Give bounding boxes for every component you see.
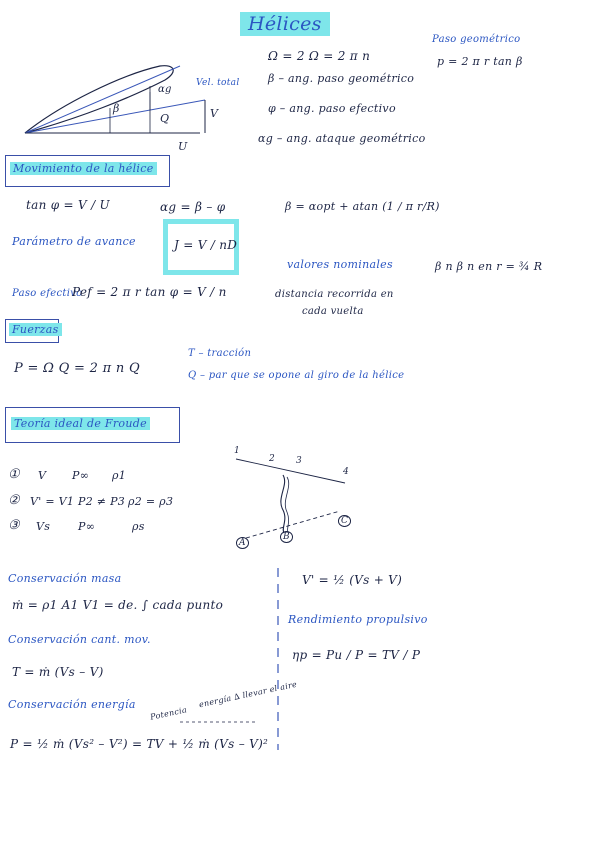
beta-label: β <box>113 102 120 115</box>
conservacion-masa-equation: ṁ = ρ1 A1 V1 = de. ∫ cada punto <box>12 598 224 612</box>
omega-definition: Ω = 2 Ω = 2 π n <box>268 49 371 63</box>
paso-geometrico-formula: p = 2 π r tan β <box>437 55 523 68</box>
froude-point-a: A <box>236 537 249 549</box>
par-note: Q – par que se opone al giro de la hélice <box>188 370 405 381</box>
state-3-p: P∞ <box>78 520 96 533</box>
section-movimiento: Movimiento de la hélice <box>10 162 157 175</box>
u-label: U <box>178 140 188 153</box>
froude-point-b: B <box>280 531 293 543</box>
state-1-rho: ρ1 <box>112 469 127 482</box>
beta-equation: β = αopt + atan (1 / π r/R) <box>285 200 440 213</box>
conservacion-energia-equation: P = ½ ṁ (Vs² – V²) = TV + ½ ṁ (Vs – V)² <box>10 737 269 751</box>
conservacion-energia-label: Conservación energía <box>8 698 136 711</box>
j-formula: J = V / nD <box>174 238 238 252</box>
valores-nominales-label: valores nominales <box>287 258 393 271</box>
traccion-note: T – tracción <box>188 348 252 359</box>
alpha-equation: αg = β – φ <box>160 200 226 214</box>
v-prime-equation: V' = ½ (Vs + V) <box>302 573 403 587</box>
froude-point-c: C <box>338 515 351 527</box>
state-3-v: Vs <box>36 520 51 533</box>
nominal-values: β n β n en r = ¾ R <box>435 260 543 273</box>
alpha-definition: αg – ang. ataque geométrico <box>258 132 426 145</box>
v-label: V <box>210 107 219 120</box>
state-1-p: P∞ <box>72 469 90 482</box>
conservacion-cant-equation: T = ṁ (Vs – V) <box>12 665 104 679</box>
energia-annotation-aire: energía ∆ llevar el aire <box>198 679 298 710</box>
state-1-number: ① <box>8 467 20 482</box>
state-2-number: ② <box>8 493 20 508</box>
q-label: Q <box>160 112 170 125</box>
rendimiento-equation: ηp = Pu / P = TV / P <box>292 648 421 662</box>
froude-node-4: 4 <box>343 467 350 477</box>
section-teoria: Teoría ideal de Froude <box>11 417 150 430</box>
state-3-rho: ρs <box>132 520 145 533</box>
paso-efectivo-formula: Pef = 2 π r tan φ = V / n <box>72 285 227 299</box>
distancia-note-2: cada vuelta <box>302 306 364 317</box>
state-1-v: V <box>38 469 47 482</box>
alpha-label: αg <box>158 84 172 95</box>
state-2-v: V' = V1 <box>30 495 75 508</box>
tan-phi-formula: tan φ = V / U <box>26 198 110 212</box>
conservacion-masa-label: Conservación masa <box>8 572 122 585</box>
state-3-number: ③ <box>8 518 20 533</box>
section-fuerzas: Fuerzas <box>9 323 62 336</box>
vel-total-label: Vel. total <box>196 78 240 88</box>
conservacion-cant-label: Conservación cant. mov. <box>8 633 151 646</box>
parametro-avance-label: Parámetro de avance <box>12 235 136 248</box>
froude-node-3: 3 <box>296 456 303 466</box>
paso-efectivo-label: Paso efectivo <box>12 288 83 299</box>
beta-definition: β – ang. paso geométrico <box>268 72 415 85</box>
froude-node-1: 1 <box>234 446 241 456</box>
energia-annotation-potencia: Potencia <box>149 705 188 722</box>
state-2-p: P2 ≠ P3 <box>78 495 126 508</box>
paso-geometrico-label: Paso geométrico <box>432 34 521 45</box>
rendimiento-label: Rendimiento propulsivo <box>288 613 428 626</box>
froude-node-2: 2 <box>269 454 276 464</box>
distancia-note-1: distancia recorrida en <box>275 289 394 300</box>
page-title: Hélices <box>240 12 330 36</box>
state-2-rho: ρ2 = ρ3 <box>128 495 174 508</box>
phi-definition: φ – ang. paso efectivo <box>268 102 396 115</box>
fuerzas-equation: P = Ω Q = 2 π n Q <box>14 361 140 376</box>
